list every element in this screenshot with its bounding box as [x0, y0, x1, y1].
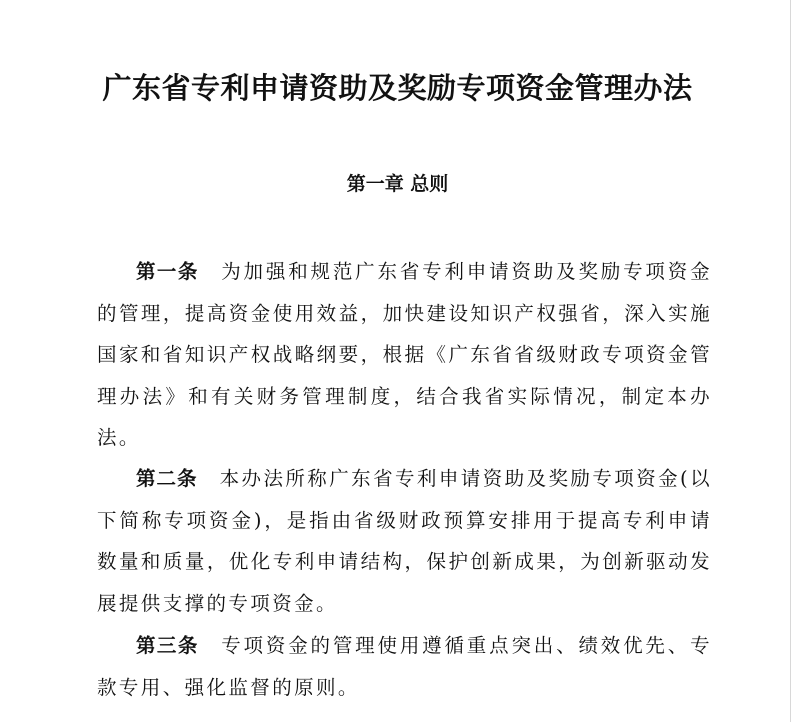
document-title: 广东省专利申请资助及奖励专项资金管理办法	[102, 71, 693, 105]
article-text: 专项资金的管理使用遵循重点突出、绩效优先、专款专用、强化监督的原则。	[97, 634, 712, 699]
article-paragraph	[97, 625, 712, 708]
article-paragraph	[97, 458, 712, 624]
article-paragraph	[97, 251, 712, 459]
article-label: 第一条	[136, 260, 199, 283]
article-label: 第三条	[136, 634, 199, 657]
article-text: 本办法所称广东省专利申请资助及奖励专项资金(以下简称专项资金)，是指由省级财政预算安排用于提高专利申请数量和质量，优化专利申请结构，保护创新成果，为创新驱动发展提供支撑的专项资金。	[97, 467, 712, 615]
page-edge-divider	[790, 0, 791, 722]
article-label: 第二条	[136, 467, 198, 490]
article-text: 为加强和规范广东省专利申请资助及奖励专项资金的管理，提高资金使用效益，加快建设知识产权强省，深入实施国家和省知识产权战略纲要，根据《广东省省级财政专项资金管理办法》和有关财务管理制度，结合我省实际情况，制定本办法。	[97, 260, 712, 449]
chapter-heading: 第一章 总则	[346, 173, 449, 195]
